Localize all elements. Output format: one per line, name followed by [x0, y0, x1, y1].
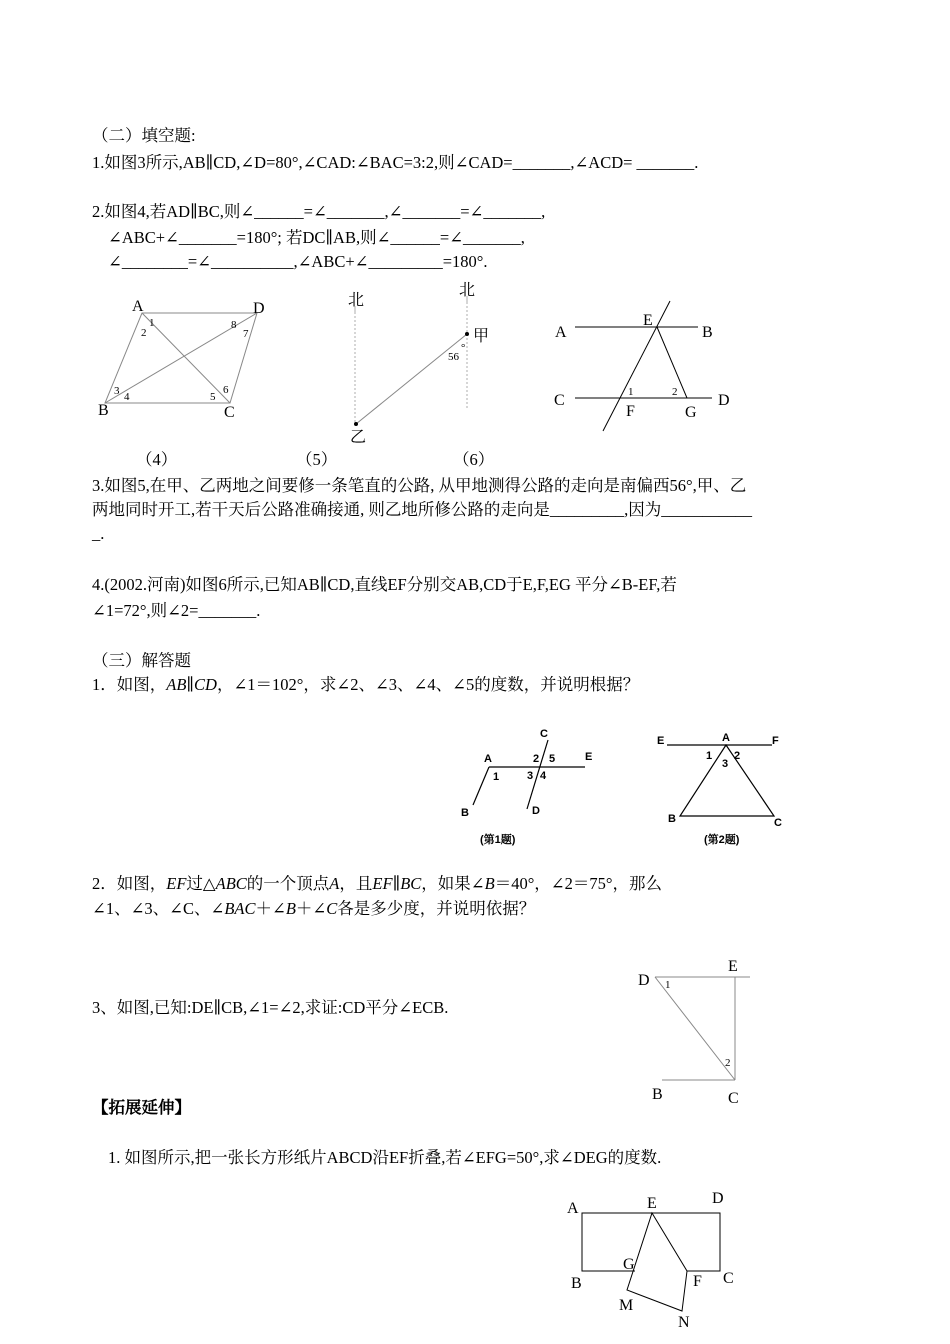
- ext-label-b: B: [571, 1275, 582, 1292]
- p1-angle-3: 3: [527, 770, 534, 782]
- fill-q4-line2: ∠1=72°,则∠2=_______.: [92, 601, 261, 620]
- fill-q1: 1.如图3所示,AB∥CD,∠D=80°,∠CAD:∠BAC=3:2,则∠CAD=_______,∠ACD= _______.: [92, 153, 699, 172]
- answer-q3: 3、如图,已知:DE∥CB,∠1=∠2,求证:CD平分∠ECB.: [92, 998, 449, 1017]
- problem1-caption: (第1题): [480, 834, 516, 846]
- fig6-angle-1: 1: [628, 386, 634, 398]
- ext-label-a: A: [567, 1200, 579, 1217]
- answer-q2-text-10: ＋∠: [295, 899, 327, 918]
- p2-label-a: A: [722, 732, 730, 744]
- fig4-angle-4: 4: [124, 391, 130, 403]
- fig4-angle-5: 5: [210, 391, 216, 403]
- ext-label-d: D: [712, 1190, 724, 1207]
- fill-q2-line2: ∠ABC+∠_______=180°; 若DC∥AB,则∠______=∠_______,: [108, 228, 525, 247]
- fig4-angle-3: 3: [114, 385, 120, 397]
- answer-q2-bc: BC: [400, 874, 422, 893]
- problem1-figure: [455, 722, 605, 846]
- p1-label-c: C: [540, 728, 548, 740]
- ext-label-g: G: [623, 1256, 635, 1273]
- answer-q2-b2: B: [285, 899, 296, 918]
- answer-q2-text-9: ＋∠: [255, 899, 286, 918]
- p1-angle-5: 5: [549, 753, 556, 765]
- answer-q2-abc: ABC: [215, 874, 247, 893]
- p3-label-d: D: [638, 972, 650, 989]
- figure-6: [550, 295, 740, 435]
- fig5-north-left: 北: [348, 292, 365, 309]
- answer-q2-ef2: EF: [372, 874, 393, 893]
- answer-q2-text-4: ，且: [339, 874, 373, 893]
- fig4-caption: （4）: [136, 450, 178, 469]
- p1-angle-1: 1: [493, 771, 500, 783]
- answer-q2-text-6: ，如果∠: [421, 874, 485, 893]
- answer-q1-parallel: ∥: [186, 675, 195, 694]
- p2-label-e: E: [657, 735, 665, 747]
- problem3-figure: [630, 955, 760, 1105]
- problem2-figure: [652, 722, 792, 846]
- fig4-label-b: B: [98, 402, 109, 419]
- p1-label-b: B: [461, 807, 469, 819]
- fill-q3-line1: 3.如图5,在甲、乙两地之间要修一条笔直的公路, 从甲地测得公路的走向是南偏西56°,甲、乙: [92, 476, 747, 495]
- fig6-label-e: E: [643, 312, 653, 329]
- fig4-angle-1: 1: [149, 317, 155, 329]
- fig5-caption: （5）: [296, 450, 338, 469]
- fig6-label-a: A: [555, 324, 567, 341]
- extension-q1: 1. 如图所示,把一张长方形纸片ABCD沿EF折叠,若∠EFG=50°,求∠DEG的度数.: [108, 1148, 662, 1167]
- p2-label-f: F: [772, 735, 779, 747]
- answer-q2-ef: EF: [166, 874, 187, 893]
- p3-label-c: C: [728, 1090, 739, 1107]
- answer-q1-prefix: 1．如图，: [92, 675, 167, 694]
- answer-q2-line1: [92, 873, 662, 895]
- answer-q2-text-11: 各是多少度，并说明依据？: [337, 899, 536, 918]
- fig5-angle-value: 56: [448, 351, 459, 363]
- fig4-angle-6: 6: [223, 384, 229, 396]
- p1-angle-2: 2: [533, 753, 540, 765]
- answer-q2-b: B: [484, 874, 495, 893]
- fill-q2-line3: ∠________=∠__________,∠ABC+∠_________=180°.: [108, 252, 488, 271]
- p1-label-e: E: [585, 751, 593, 763]
- p2-angle-1: 1: [706, 750, 713, 762]
- fig5-degree-mark: °: [461, 342, 466, 354]
- answer-q2-text-1: 2．如图，: [92, 874, 167, 893]
- ext-label-n: N: [678, 1314, 690, 1331]
- figure-5: [340, 282, 510, 446]
- fig6-angle-2: 2: [672, 386, 678, 398]
- fig6-label-c: C: [554, 392, 565, 409]
- answer-q1-rest: ，∠1＝102°，求∠2、∠3、∠4、∠5的度数，并说明根据？: [216, 675, 640, 694]
- p3-label-e: E: [728, 958, 738, 975]
- answer-q2-text-3: 的一个顶点: [246, 874, 330, 893]
- p3-angle-1: 1: [665, 979, 671, 991]
- ext-label-e: E: [647, 1195, 657, 1212]
- p2-label-b: B: [668, 813, 676, 825]
- fill-q3-line2: 两地同时开工,若干天后公路准确接通, 则乙地所修公路的走向是_________,因为___________: [92, 500, 752, 519]
- ext-label-f: F: [693, 1273, 702, 1290]
- answer-q2-bac: BAC: [224, 899, 256, 918]
- fig4-angle-7: 7: [243, 328, 249, 340]
- fill-q3-line3: _.: [92, 524, 105, 543]
- fig4-angle-8: 8: [231, 319, 237, 331]
- fig6-label-d: D: [718, 392, 730, 409]
- fig6-label-b: B: [702, 324, 713, 341]
- p2-label-c: C: [774, 817, 782, 829]
- fig6-label-g: G: [685, 404, 697, 421]
- fig5-north-right: 北: [459, 282, 476, 299]
- fig5-label-jia: 甲: [473, 328, 490, 345]
- fig6-label-f: F: [626, 403, 635, 420]
- fig4-angle-2: 2: [141, 327, 147, 339]
- answer-q2-text-7: ＝40°，∠2＝75°，那么: [494, 874, 662, 893]
- p1-label-d: D: [532, 805, 540, 817]
- answer-q2-c: C: [326, 899, 338, 918]
- fig4-label-c: C: [224, 404, 235, 421]
- problem2-caption: (第2题): [704, 834, 740, 846]
- p3-angle-2: 2: [725, 1057, 731, 1069]
- answer-q1-ab: AB: [166, 675, 187, 694]
- fill-section-heading: （二）填空题:: [92, 126, 196, 145]
- ext-label-c: C: [723, 1270, 734, 1287]
- fig5-label-yi: 乙: [350, 429, 367, 446]
- fig4-label-d: D: [253, 300, 265, 317]
- p3-label-b: B: [652, 1086, 663, 1103]
- p2-angle-2: 2: [734, 750, 741, 762]
- fill-q4-line1: 4.(2002.河南)如图6所示,已知AB∥CD,直线EF分别交AB,CD于E,F,EG 平分∠B-EF,若: [92, 575, 677, 594]
- answer-q2-line2: [92, 898, 535, 920]
- fig6-caption: （6）: [453, 450, 495, 469]
- answer-q1: [92, 674, 639, 696]
- ext-label-m: M: [619, 1297, 634, 1314]
- answer-q2-text-2: 过△: [186, 874, 216, 893]
- answer-q2-parallel: ∥: [392, 874, 401, 893]
- answer-q2-text-8: ∠1、∠3、∠C、∠: [92, 899, 225, 918]
- fig4-label-a: A: [132, 298, 144, 315]
- p1-label-a: A: [484, 753, 492, 765]
- fill-q2-line1: 2.如图4,若AD∥BC,则∠______=∠_______,∠_______=∠_______,: [92, 202, 546, 221]
- figure-4: [95, 295, 275, 425]
- extension-heading: 【拓展延伸】: [92, 1099, 191, 1117]
- answer-q1-cd: CD: [194, 675, 217, 694]
- p2-angle-3: 3: [722, 758, 729, 770]
- p1-angle-4: 4: [540, 770, 547, 782]
- answer-q2-a: A: [329, 874, 340, 893]
- answer-section-heading: （三）解答题: [92, 651, 191, 670]
- extension-figure: [560, 1186, 760, 1336]
